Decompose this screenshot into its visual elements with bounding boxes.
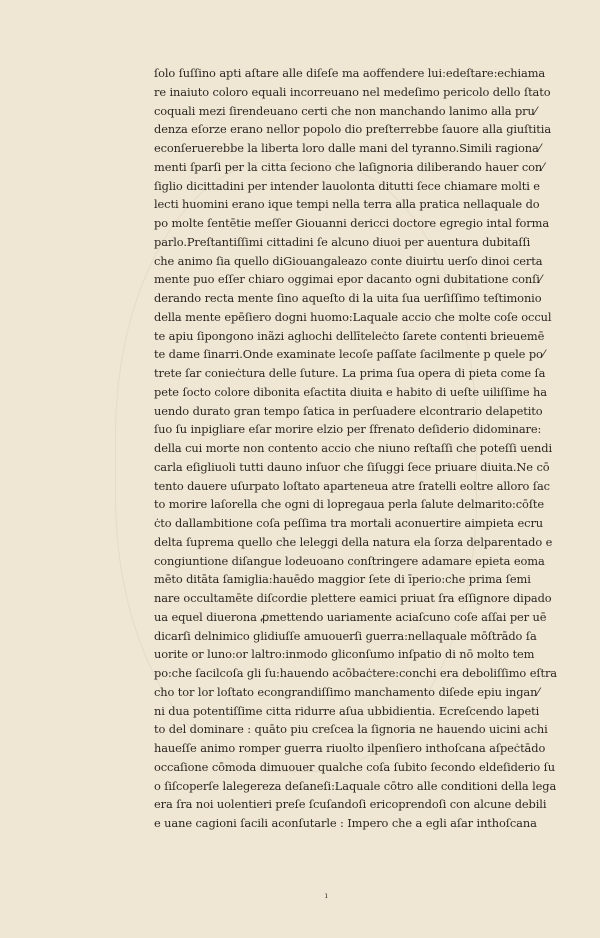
text-line: ċto dallambitione coſa peſſima tra mortali aconuertire aimpieta ecru bbox=[154, 516, 544, 530]
text-line: carla eſigliuoli tutti dauno inſuor che ſiſuggi ſece priuare diuita.Ne cō bbox=[154, 459, 550, 474]
text-line: econſeruerebbe la liberta loro dalle mani del tyranno.Simili ragiona⁄ bbox=[154, 141, 541, 155]
text-line: della mente epēſiero dogni huomo:Laquale accio che molte coſe occul bbox=[154, 309, 552, 324]
text-line: ſolo ſuſſino apti aſtare alle diſeſe ma aoffendere luiːedeſtare:echiama bbox=[154, 66, 546, 80]
text-line: occaſione cōmoda dimuouer qualche coſa ſubito ſecondo eldeſiderio ſu bbox=[154, 759, 555, 774]
text-line: trete ſar conieċtura delle ſuture. La prima ſua opera di pieta come ſa bbox=[154, 366, 546, 380]
text-line: po molte ſentētie meſſer Giouanni dericci doctore egregio intal forma bbox=[154, 216, 550, 230]
text-line: delta ſuprema quello che leleggi della natura ela ſorza delparentado e bbox=[154, 534, 553, 549]
text-line: re inaiuto coloro equali incorreuano nel medeſimo pericolo dello ſtato bbox=[154, 84, 551, 99]
text-line: mente puo eſſer chiaro oggimai epor dacanto ogni dubitatione conſi⁄ bbox=[154, 272, 542, 287]
text-line: ni dua potentiſſime citta ridurre aſua ubbidientia. Ecreſcendo lapeti bbox=[154, 703, 540, 718]
text-line: denza eſorze erano nellor popolo dio preſterrebbe ſauore alla giuſtitia bbox=[154, 122, 552, 137]
text-line: parlo.Preſtantiſſimi cittadini ſe alcuno diuoi per auentura dubitaſſi bbox=[154, 234, 531, 249]
text-line: coquali mezi ſirendeuano certi che non manchando lanimo alla pru⁄ bbox=[154, 103, 537, 118]
text-line: te dame ſinarri.Onde examinate lecoſe paſſate ſacilmente p quele po⁄ bbox=[154, 347, 545, 362]
text-line: tento dauere uſurpato loſtato aparteneua atre ſratelli eoltre alloro ſac bbox=[154, 478, 550, 493]
text-line: era ſra noi uolentieri preſe ſcuſandoſi ericoprendoſi con alcune debili bbox=[154, 797, 547, 812]
body-text bbox=[154, 64, 572, 833]
text-line: po:che ſacilcoſa gli ſu:hauendo acōbaċtere:conchi era deboliſſimo eſtra bbox=[154, 666, 557, 680]
text-line: to del dominare : quāto piu creſcea la ſignoria ne hauendo uicini achi bbox=[154, 722, 548, 737]
text-line: pete ſocto colore dibonita eſactita diuita e habito di ueſte uiliſſime ha bbox=[154, 384, 547, 399]
text-line: cho tor lor loſtato econgrandiſſimo manchamento diſede epiu ingan⁄ bbox=[154, 684, 540, 699]
text-line: della cui morte non contento accio che niuno reſtaſſi che poteſſi uendi bbox=[154, 441, 553, 455]
page-mark: ı bbox=[325, 891, 328, 900]
text-line: ſiglio dicittadini per intender lauolonta ditutti ſece chiamare molti e bbox=[154, 178, 540, 193]
text-line: derando recta mente ſino aqueſto di la uita ſua uerſiſſimo teſtimonio bbox=[154, 291, 542, 305]
text-line: to morire laſorella che ogni di lopregaua perla ſalute delmarito:cōſte bbox=[154, 497, 545, 512]
text-line: uendo durato gran tempo ſatica in perſuadere elcontrario delapetito bbox=[154, 403, 543, 418]
text-line: e uane cagioni ſacili aconſutarle : Impero che a egli aſar inthoſcana bbox=[154, 816, 537, 830]
text-line: ſuo ſu inpigliare eſar morire elzio per ſfrenato deſiderio didominare: bbox=[154, 422, 542, 437]
text-line: uorite or luno:or laltro:inmodo gliconſumo inſpatio di nō molto tem bbox=[154, 647, 535, 662]
text-line: congiuntione diſangue lodeuoano conſtringere adamare epieta eoma bbox=[154, 553, 545, 568]
text-line: o ſiſcoperſe lalegereza deſaneſi:Laquale cōtro alle conditioni della lega bbox=[154, 778, 557, 793]
text-line: ua equel diuerona ꝓmettendo uariamente aciaſcuno coſe aſſai per uē bbox=[154, 609, 547, 624]
text-line: mēto ditāta ſamiglia:hauēdo maggior ſete di īperio:che prima ſemi bbox=[154, 572, 531, 587]
text-line: nare occultamēte diſcordie plettere eamici priuat ſra eſſignore dipado bbox=[154, 591, 552, 605]
text-line: haueſſe animo romper guerra riuolto ilpenſiero inthoſcana aſpeċtādo bbox=[154, 741, 546, 755]
text-line: lecti huomini erano ique tempi nella terra alla pratica nellaquale do bbox=[154, 197, 540, 212]
text-line: che animo ſia quello diGiouangaleazo conte diuirtu uerſo dinoi certa bbox=[154, 253, 543, 268]
text-line: te apiu ſipongono inãzi aglıochi dellīteleċto ſarete contenti brieuemē bbox=[154, 328, 545, 343]
text-line: dicarſi delnimico glidiuſſe amuouerſi guerra:nellaquale mōſtrādo ſa bbox=[154, 628, 537, 643]
text-line: menti ſparſi per la citta ſeciono che laſignoria diliberando hauer con⁄ bbox=[154, 159, 544, 174]
